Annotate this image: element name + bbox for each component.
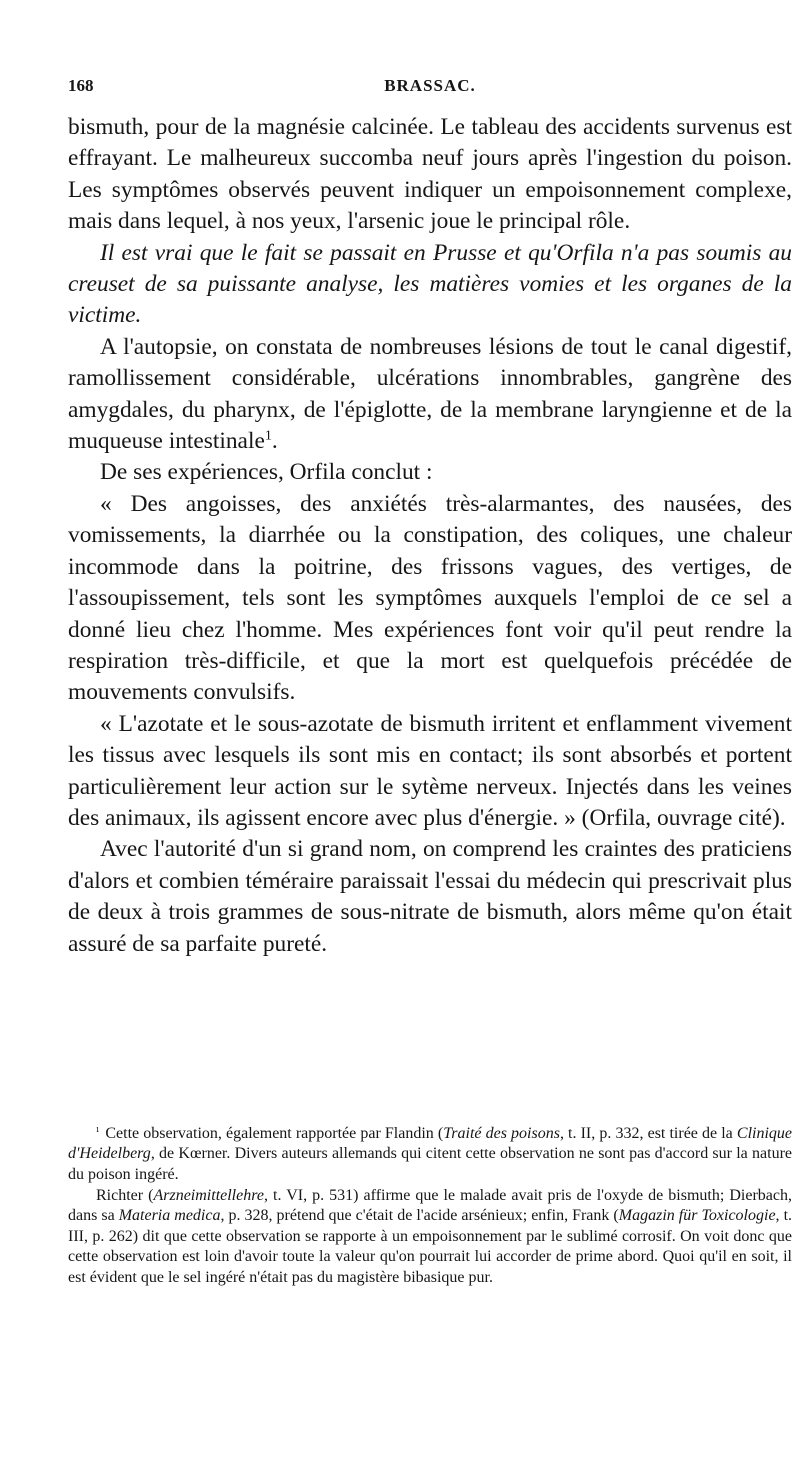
fn2-g: , t. III, p. 262) dit que cette observation se rapporte à un empoisonnement par le sublimé corrosif. On voit donc que cette observation est loin d'avoir toute la valeur qu'on pourrait lui accorder de prime abord. Quoi qu'il en soit, il est évident que le sel ingéré n'était pas du magistère bibasique pur. [68, 1207, 793, 1286]
page-number: 168 [68, 76, 94, 95]
paragraph-5-quote: « Des angoisses, des anxiétés très-alarmantes, des nausées, des vomissements, la diarrhée ou la constipation, des coliques, une chaleur incommode dans la poitrine, des frissons vagues, des vertiges, de l'assoupissement, tels sont les symptômes auxquels l'emploi de ce sel a donné lieu chez l'homme. Mes expériences font voir qu'il peut rendre la respiration très-difficile, et que la mort est quelquefois précédée de mouvements convulsifs. [68, 490, 792, 706]
footnotes [68, 1122, 792, 1289]
paragraph-3 [68, 332, 792, 458]
paragraph-4: De ses expériences, Orfila conclut : [100, 459, 433, 486]
paragraph-6-quote: « L'azotate et le sous-azotate de bismuth irritent et enflamment vivement les tissus avec lesquels ils sont mis en contact; ils sont absorbés et portent particulièrement leur action sur le sytème nerveux. Injectés dans les veines des animaux, ils agissent encore avec plus d'énergie. » (Orfila, ouvrage cité). [68, 710, 792, 831]
fn2-title-magazin: Magazin für Toxicologie [618, 1207, 776, 1225]
footnote-reference: 1 [264, 427, 272, 444]
running-head: BRASSAC. [384, 76, 476, 95]
italic-initial: Il est vrai que le fait se passait en Prusse et qu'Orfila n'a pas soumis au creuset de sa puissante analyse, les matières vomies et les organes de la victime. [68, 239, 792, 329]
fn1-e: , de Kœrner. Divers auteurs allemands qui citent cette observation ne sont pas d'accord sur la nature du poison ingéré. [68, 1145, 792, 1183]
paragraph-3-end: . [271, 428, 278, 455]
fn1-title-traite: Traité des poisons [443, 1124, 560, 1142]
paragraph-2 [68, 238, 792, 332]
main-text [68, 112, 792, 960]
paragraph-7: Avec l'autorité d'un si grand nom, on comprend les craintes des praticiens d'alors et combien téméraire paraissait l'essai du médecin qui prescrivait plus de deux à trois grammes de sous-nitrate de bismuth, alors même qu'on était assuré de sa parfaite pureté. [68, 836, 792, 957]
footnote-2 [68, 1186, 792, 1289]
footnote-1 [68, 1122, 792, 1186]
fn1-title-clinique: Clinique d'Heidelberg [68, 1124, 792, 1163]
fn1-c: , t. II, p. 332, est tirée de la [559, 1124, 737, 1142]
fn2-e: , p. 328, prétend que c'était de l'acide arsénieux; enfin, Frank ( [220, 1207, 619, 1225]
fn2-a: Richter ( [96, 1186, 154, 1204]
footnote-mark: ¹ [96, 1126, 100, 1138]
page-header [68, 76, 792, 100]
paragraph-1: bismuth, pour de la magnésie calcinée. Le tableau des accidents survenus est effrayant. Le malheureux succomba neuf jours après l'ingestion du poison. Les symptômes observés peuvent indiquer un empoisonnement complexe, mais dans lequel, à nos yeux, l'arsenic joue le principal rôle. [68, 114, 792, 235]
fn2-c: , t. VI, p. 531) affirme que le malade avait pris de l'oxyde de bismuth; Dierbach, dans sa [68, 1186, 792, 1225]
fn2-title-arzneimittellehre: Arzneimittellehre [153, 1186, 264, 1204]
fn2-title-materia-medica: Materia medica [118, 1207, 221, 1225]
paragraph-3-text: A l'autopsie, on constata de nombreuses lésions de tout le canal digestif, ramollissement considérable, ulcérations innombrables, gangrène des amygdales, du pharynx, de l'épiglotte, de la membrane laryngienne et de la muqueuse intestinale [68, 333, 792, 455]
fn1-a: Cette observation, également rapportée par Flandin ( [105, 1124, 444, 1142]
